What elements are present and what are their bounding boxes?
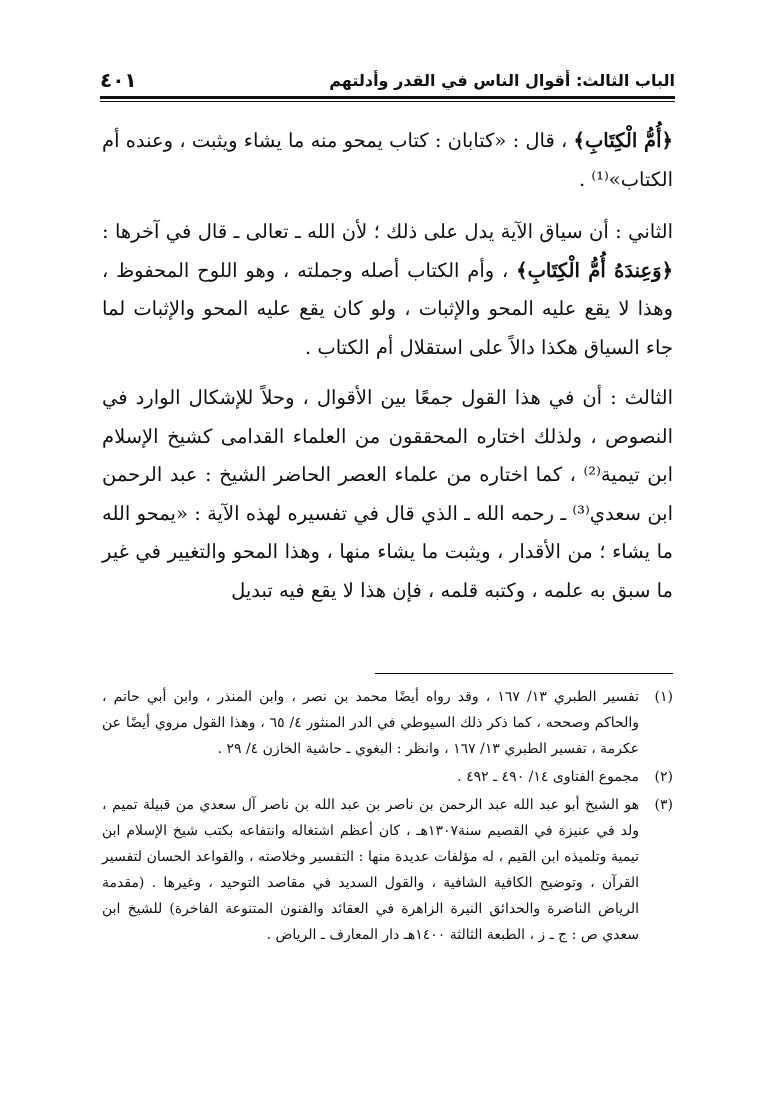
paragraph-text: ، قال : «كتابان : كتاب يمحو منه ما يشاء ويثبت ، وعنده أم الكتاب»⁽¹⁾ . (102, 129, 673, 191)
page-number: ٤٠١ (100, 68, 137, 92)
footnote-separator (375, 673, 673, 674)
footnote-text: هو الشيخ أبو عبد الله عبد الرحمن بن ناصر بن عبد الله بن ناصر آل سعدي من قبيلة تميم ، ولد في عنيزة في القصيم سنة١٣٠٧هـ ، كان أعظم اشتغاله وانتفاعه بكتب شيخ الإسلام ابن تيمية وتلميذه ابن القيم ، له مؤلفات عديدة منها : التفسير وخلاصته ، والقواعد الحسان لتفسير القرآن ، وتوضيح الكافية الشافية ، والقول السديد في مقاصد التوحيد ، وغيرها . (مقدمة الرياض الناضرة والحدائق النيرة الزاهرة في العقائد والفنون المتنوعة الفاخرة) للشيخ ابن سعدي ص : ج ـ ز ، الطبعة الثالثة ١٤٠٠هـ دار المعارف ـ الرياض . (102, 797, 639, 943)
footnote-item (102, 684, 673, 762)
footnote-number: (١) (654, 689, 673, 705)
running-header (100, 64, 675, 96)
chapter-title: الباب الثالث: أقوال الناس في القدر وأدلتهم (329, 70, 675, 90)
paragraph-third-reason (102, 379, 673, 610)
paragraph-text: الثاني : أن سياق الآية يدل على ذلك ؛ لأن الله ـ تعالى ـ قال في آخرها : (102, 220, 673, 243)
paragraph-second-reason (102, 213, 673, 367)
header-rule-thin (100, 101, 675, 102)
footnote-item (102, 764, 673, 790)
paragraph-text: الثالث : أن في هذا القول جمعًا بين الأقوال ، وحلاً للإشكال الوارد في النصوص ، ولذلك اختاره المحققون من العلماء القدامى كشيخ الإسلام ابن تيمية⁽²⁾ ، كما اختاره من علماء العصر الحاضر الشيخ : عبد الرحمن ابن سعدي⁽³⁾ ـ رحمه الله ـ الذي قال في تفسيره لهذه الآية : «يمحو الله ما يشاء ؛ من الأقدار ، ويثبت ما يشاء منها ، وهذا المحو والتغيير في غير ما سبق به علمه ، وكتبه قلمه ، فإن هذا لا يقع فيه تبديل (102, 386, 674, 602)
quran-quote: ﴿أُمُّ الْكِتَابِ﴾ (573, 129, 673, 152)
main-text (102, 122, 673, 622)
footnote-text: تفسير الطبري ١٣/ ١٦٧ ، وقد رواه أيضًا محمد بن نصر ، وابن المنذر ، وابن أبي حاتم ، والحاكم وصححه ، كما ذكر ذلك السيوطي في الدر المنثور ٤/ ٦٥ ، وهذا القول مروي أيضًا عن عكرمة ، تفسير الطبري ١٣/ ١٦٧ ، وانظر : البغوي ـ حاشية الخازن ٤/ ٢٩ . (102, 689, 640, 757)
paragraph-continuation (102, 122, 673, 199)
header-rule-thick (100, 96, 675, 99)
footnote-item (102, 792, 673, 948)
quran-quote: ﴿وَعِندَهُ أُمُّ الْكِتَابِ﴾ (516, 258, 673, 282)
footnote-text: مجموع الفتاوى ١٤/ ٤٩٠ ـ ٤٩٢ . (457, 769, 639, 785)
footnote-number: (٣) (654, 797, 673, 813)
paragraph-text: ، وأم الكتاب أصله وجملته ، وهو اللوح المحفوظ ، وهذا لا يقع عليه المحو والإثبات ، ولو كان يقع عليه المحو والإثبات لما جاء السياق هكذا دالاً على استقلال أم الكتاب . (102, 258, 673, 359)
footnotes (102, 684, 673, 950)
footnote-number: (٢) (654, 769, 673, 785)
